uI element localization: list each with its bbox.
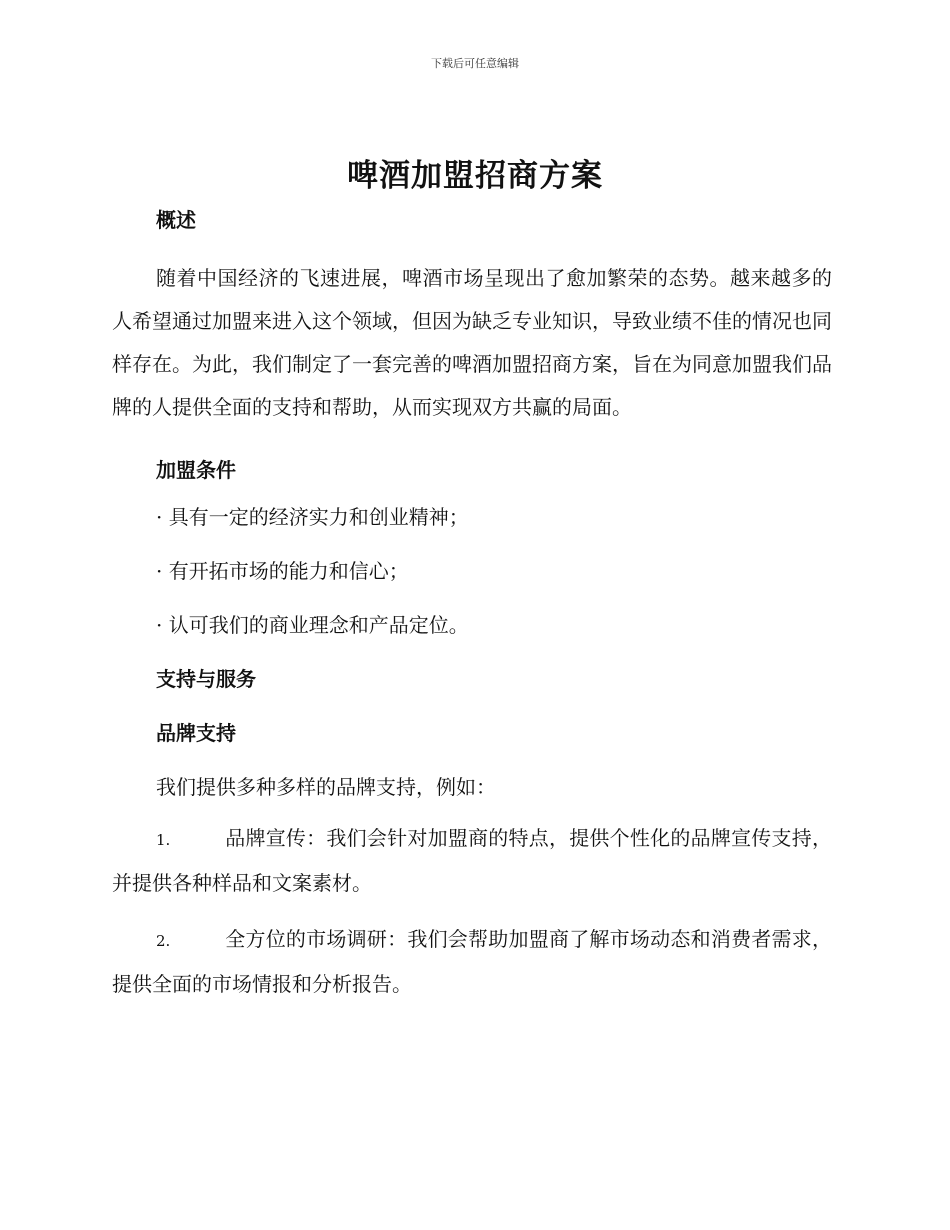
item-number: 2. xyxy=(156,932,171,950)
condition-item: · 有开拓市场的能力和信心； xyxy=(156,559,409,583)
item-text: 品牌宣传：我们会针对加盟商的特点，提供个性化的品牌宣传支持，并提供各种样品和文案素材。 xyxy=(112,826,832,895)
section-heading-support: 支持与服务 xyxy=(156,667,256,691)
overview-paragraph: 随着中国经济的飞速进展，啤酒市场呈现出了愈加繁荣的态势。越来越多的人希望通过加盟来进入这个领域，但因为缺乏专业知识，导致业绩不佳的情况也同样存在。为此，我们制定了一套完善的啤酒加盟招商方案，旨在为同意加盟我们品牌的人提供全面的支持和帮助，从而实现双方共赢的局面。 xyxy=(112,266,832,419)
numbered-item xyxy=(112,817,832,905)
section-heading-conditions: 加盟条件 xyxy=(156,458,236,482)
numbered-item xyxy=(112,918,832,1006)
section-heading-overview: 概述 xyxy=(156,208,196,232)
item-text: 全方位的市场调研：我们会帮助加盟商了解市场动态和消费者需求，提供全面的市场情报和分析报告。 xyxy=(112,927,832,996)
condition-item: · 具有一定的经济实力和创业精神； xyxy=(156,505,469,529)
condition-item: · 认可我们的商业理念和产品定位。 xyxy=(156,613,469,637)
subheading-brand-support: 品牌支持 xyxy=(156,721,236,745)
document-body xyxy=(112,203,832,1006)
support-intro: 我们提供多种多样的品牌支持，例如： xyxy=(156,775,496,799)
item-number: 1. xyxy=(156,831,171,849)
header-note: 下载后可任意编辑 xyxy=(431,57,519,70)
document-title: 啤酒加盟招商方案 xyxy=(347,158,603,194)
